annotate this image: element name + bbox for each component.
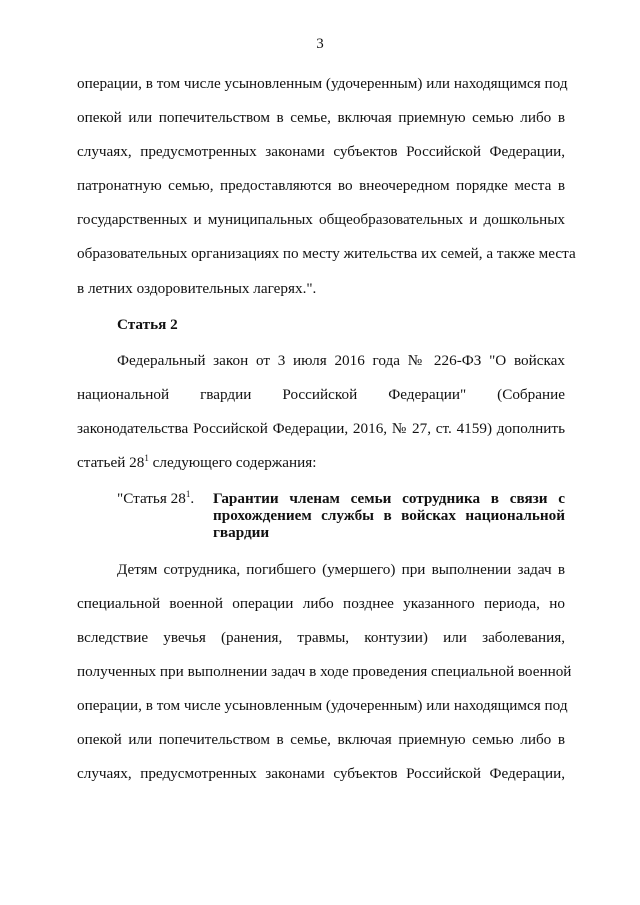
- text-segment: .: [190, 490, 195, 507]
- text-segment: "Статья 28: [117, 490, 186, 507]
- paragraph-line: национальной гвардии Российской Федерации" (Собрание: [77, 386, 565, 403]
- article-heading: Статья 2: [117, 316, 178, 333]
- text-segment: следующего содержания:: [148, 454, 317, 471]
- text-segment: статьей 28: [77, 454, 145, 471]
- paragraph-line: специальной военной операции либо позднее указанного периода, но: [77, 595, 565, 612]
- paragraph-line: случаях, предусмотренных законами субъектов Российской Федерации,: [77, 765, 565, 782]
- superscript: 1: [185, 489, 191, 499]
- paragraph-line: вследствие увечья (ранения, травмы, контузии) или заболевания,: [77, 629, 565, 646]
- paragraph-line: государственных и муниципальных общеобразовательных и дошкольных: [77, 211, 565, 228]
- title-line: Гарантии членам семьи сотрудника в связи с: [213, 490, 565, 507]
- paragraph-line: Детям сотрудника, погибшего (умершего) при выполнении задач в: [117, 561, 565, 578]
- paragraph-line: образовательных организациях по месту жительства их семей, а также места: [77, 245, 576, 262]
- paragraph-line-with-superscript: [77, 454, 565, 472]
- title-line: гвардии: [213, 524, 270, 541]
- new-article-label: [117, 490, 194, 508]
- paragraph-line: законодательства Российской Федерации, 2016, № 27, ст. 4159) дополнить: [77, 420, 565, 437]
- paragraph-line: опекой или попечительством в семье, включая приемную семью либо в: [77, 109, 565, 126]
- paragraph-line: операции, в том числе усыновленным (удочеренным) или находящимся под: [77, 697, 568, 714]
- paragraph-line: патронатную семью, предоставляются во внеочередном порядке места в: [77, 177, 565, 194]
- paragraph-line: операции, в том числе усыновленным (удочеренным) или находящимся под: [77, 75, 568, 92]
- paragraph-line: Федеральный закон от 3 июля 2016 года № 226-ФЗ "О войсках: [117, 352, 565, 369]
- paragraph-line: полученных при выполнении задач в ходе проведения специальной военной: [77, 663, 572, 680]
- new-article-title: [213, 490, 565, 541]
- paragraph-line: в летних оздоровительных лагерях.".: [77, 280, 317, 297]
- title-line: прохождением службы в войсках национальной: [213, 507, 565, 524]
- superscript: 1: [144, 453, 149, 463]
- paragraph-line: опекой или попечительством в семье, включая приемную семью либо в: [77, 731, 565, 748]
- page-number: 3: [316, 36, 324, 52]
- paragraph-line: случаях, предусмотренных законами субъектов Российской Федерации,: [77, 143, 565, 160]
